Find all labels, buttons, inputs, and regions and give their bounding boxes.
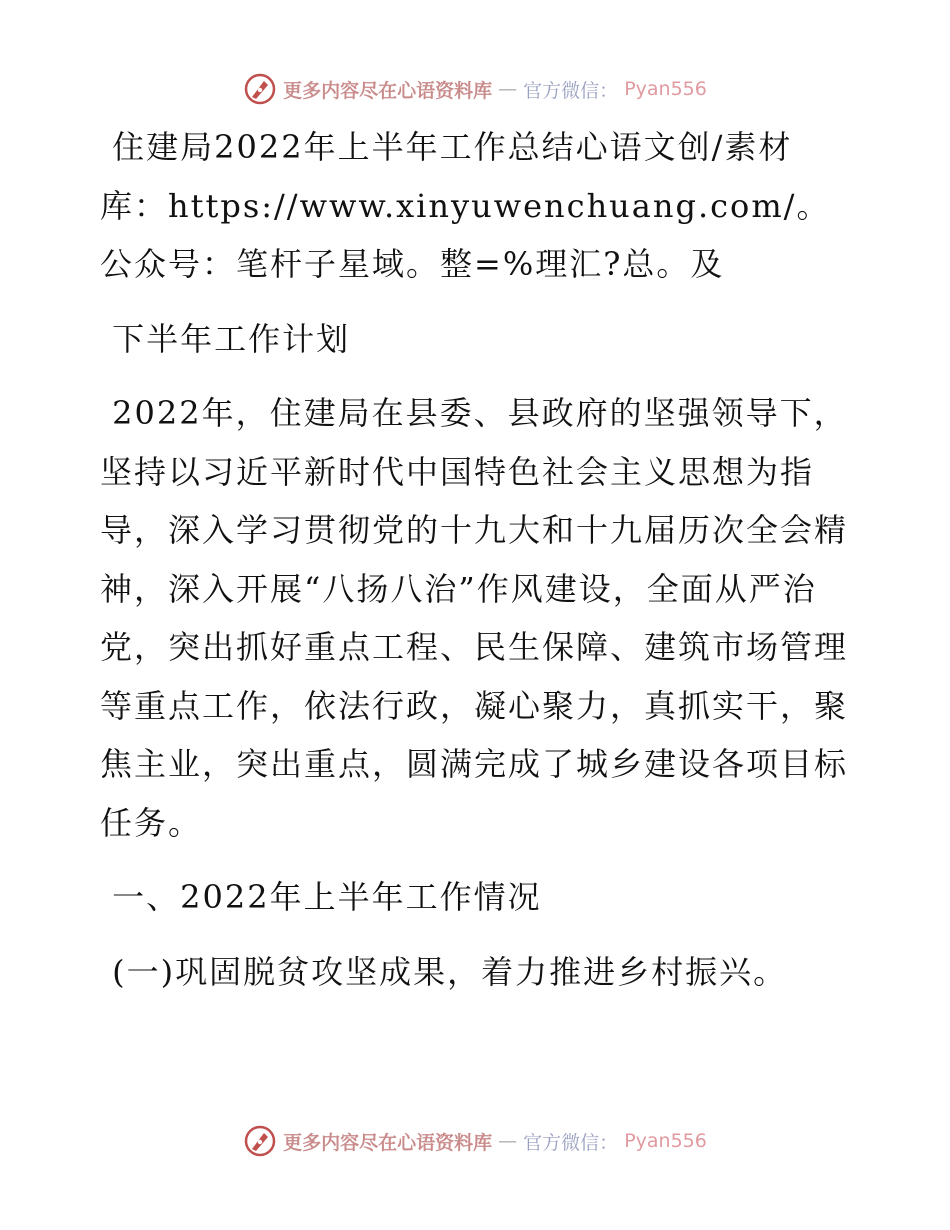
subsection-heading: (一)巩固脱贫攻坚成果，着力推进乡村振兴。 [100, 952, 788, 991]
footer-watermark [0, 1124, 950, 1158]
watermark-text: 更多内容尽在心语资料库 [283, 1131, 493, 1154]
watermark-separator: — [498, 78, 518, 100]
paragraph-intro: 2022年，住建局在县委、县政府的坚强领导下，坚持以习近平新时代中国特色社会主义思想为指导，深入学习贯彻党的十九大和十九届历次全会精神，深入开展“八扬八治”作风建设，全面从严治党，突出抓好重点工程、民生保障、建筑市场管理等重点工作，依法行政，凝心聚力，真抓实干，聚焦主业，突出重点，圆满完成了城乡建设各项目标任务。 [100, 394, 849, 842]
header-watermark [0, 72, 950, 106]
watermark-wechat-label: 官方微信： [523, 1131, 619, 1154]
paragraph-title: 住建局2022年上半年工作总结心语文创/素材库：https://www.xinyuwenchuang.com/。公众号：笔杆子星域。整=%理汇?总。及 [100, 128, 831, 283]
watermark-wechat-id: Pyan556 [624, 78, 707, 100]
watermark-text: 更多内容尽在心语资料库 [283, 79, 493, 102]
section-heading: 一、2022年上半年工作情况 [100, 878, 542, 916]
pen-nib-logo-icon [243, 72, 277, 106]
watermark-wechat-label: 官方微信： [523, 79, 619, 102]
watermark-separator: — [498, 1130, 518, 1152]
watermark-wechat-id: Pyan556 [624, 1130, 707, 1152]
paragraph-subtitle: 下半年工作计划 [100, 319, 351, 358]
pen-nib-logo-icon [243, 1124, 277, 1158]
document-body [100, 118, 860, 1001]
